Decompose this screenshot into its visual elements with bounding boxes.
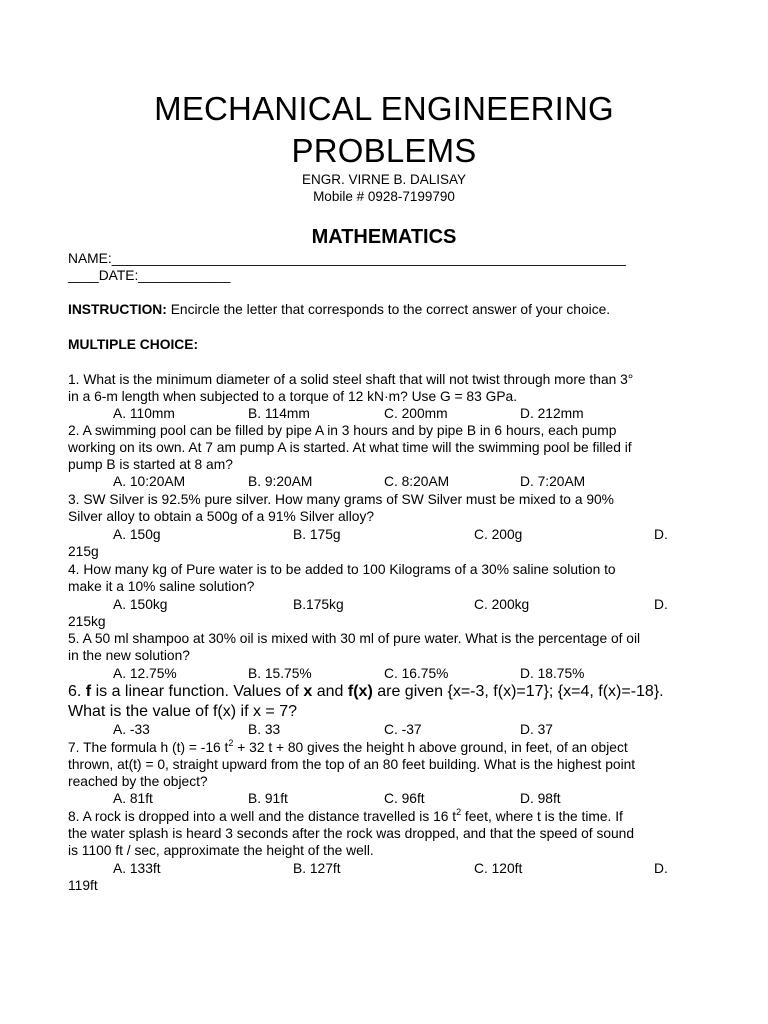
question-4-line2: make it a 10% saline solution? bbox=[68, 579, 255, 594]
name-field-line: NAME:___________________________________________________________________ bbox=[68, 251, 626, 266]
question-2-line2: working on its own. At 7 am pump A is started. At what time will the swimming pool be filled if bbox=[68, 440, 632, 455]
q4-choice-c: C. 200kg bbox=[474, 597, 530, 612]
q5-choice-b: B. 15.75% bbox=[248, 666, 312, 681]
q6-f: f bbox=[85, 683, 92, 700]
question-2-line1: 2. A swimming pool can be filled by pipe A in 3 hours and by pipe B in 6 hours, each pump bbox=[68, 423, 617, 438]
q3-choice-c: C. 200g bbox=[474, 527, 523, 542]
question-7-line1 bbox=[68, 739, 708, 756]
q8-text-b: feet, where t is the time. If bbox=[461, 809, 623, 824]
q8-choice-d: D. bbox=[654, 861, 668, 876]
q8-text-a: 8. A rock is dropped into a well and the distance travelled is 16 t bbox=[68, 809, 457, 824]
q7-text-a: 7. The formula h (t) = -16 t bbox=[68, 740, 229, 755]
q7-choice-d: D. 98ft bbox=[520, 791, 561, 806]
q7-choice-a: A. 81ft bbox=[113, 791, 153, 806]
question-8-line3: is 1100 ft / sec, approximate the height of the well. bbox=[68, 843, 374, 858]
q6-choice-c: C. -37 bbox=[384, 722, 422, 737]
instruction-text: Encircle the letter that corresponds to the correct answer of your choice. bbox=[166, 302, 611, 317]
question-2-line3: pump B is started at 8 am? bbox=[68, 457, 233, 472]
q5-choice-d: D. 18.75% bbox=[520, 666, 585, 681]
question-3-line2: Silver alloy to obtain a 500g of a 91% Silver alloy? bbox=[68, 509, 375, 524]
q2-choice-d: D. 7:20AM bbox=[520, 474, 586, 489]
question-7-line3: reached by the object? bbox=[68, 774, 208, 789]
q6-choice-a: A. -33 bbox=[113, 722, 150, 737]
q3-choice-b: B. 175g bbox=[293, 527, 341, 542]
q6-choice-d: D. 37 bbox=[520, 722, 553, 737]
q8-choice-b: B. 127ft bbox=[293, 861, 341, 876]
q6-number: 6. bbox=[68, 683, 86, 700]
subject-heading: MATHEMATICS bbox=[311, 226, 457, 248]
q5-choice-a: A. 12.75% bbox=[113, 666, 177, 681]
q3-choice-d: D. bbox=[654, 527, 668, 542]
question-3-line1: 3. SW Silver is 92.5% pure silver. How many grams of SW Silver must be mixed to a 90% bbox=[68, 492, 614, 507]
question-6-line1 bbox=[68, 682, 708, 702]
instruction-label: INSTRUCTION: bbox=[68, 302, 167, 317]
q1-choice-c: C. 200mm bbox=[384, 406, 448, 421]
q6-and: and bbox=[312, 683, 348, 700]
q6-x: x bbox=[303, 683, 313, 700]
q1-choice-a: A. 110mm bbox=[113, 406, 175, 421]
q3-choice-a: A. 150g bbox=[113, 527, 161, 542]
q2-choice-c: C. 8:20AM bbox=[384, 474, 450, 489]
q7-choice-c: C. 96ft bbox=[384, 791, 425, 806]
question-8-line2: the water splash is heard 3 seconds after the rock was dropped, and that the speed of sound bbox=[68, 826, 635, 841]
q8-choice-c: C. 120ft bbox=[474, 861, 523, 876]
q4-choice-d-wrap: 215kg bbox=[68, 614, 106, 629]
author-mobile: Mobile # 0928-7199790 bbox=[313, 189, 455, 204]
q3-choice-d-wrap: 215g bbox=[68, 544, 99, 559]
question-1-line2: in a 6-m length when subjected to a torque of 12 kN·m? Use G = 83 GPa. bbox=[68, 389, 518, 404]
q8-choice-d-wrap: 119ft bbox=[68, 878, 98, 893]
q6-text1: is a linear function. Values of bbox=[91, 683, 304, 700]
q7-text-b: + 32 t + 80 gives the height h above ground, in feet, of an object bbox=[233, 740, 628, 755]
question-1-line1: 1. What is the minimum diameter of a solid steel shaft that will not twist through more than 3° bbox=[68, 372, 634, 387]
q2-choice-b: B. 9:20AM bbox=[248, 474, 313, 489]
q6-choice-b: B. 33 bbox=[248, 722, 281, 737]
question-7-line2: thrown, at(t) = 0, straight upward from the top of an 80 feet building. What is the highest point bbox=[68, 757, 636, 772]
question-6-line2: What is the value of f(x) if x = 7? bbox=[68, 703, 297, 720]
q8-choice-a: A. 133ft bbox=[113, 861, 161, 876]
q1-choice-b: B. 114mm bbox=[248, 406, 310, 421]
q6-text2: are given {x=-3, f(x)=17}; {x=4, f(x)=-18}. bbox=[372, 683, 664, 700]
author-name: ENGR. VIRNE B. DALISAY bbox=[301, 172, 467, 187]
q4-choice-a: A. 150kg bbox=[113, 597, 168, 612]
question-8-line1 bbox=[68, 808, 708, 825]
q7-choice-b: B. 91ft bbox=[248, 791, 288, 806]
q7-exponent: 2 bbox=[228, 738, 234, 748]
q6-fx: f(x) bbox=[347, 683, 373, 700]
date-field-line: ____DATE:____________ bbox=[68, 268, 231, 283]
instruction-line bbox=[68, 301, 708, 318]
page-title-line2: PROBLEMS bbox=[291, 132, 477, 169]
question-5-line2: in the new solution? bbox=[68, 648, 190, 663]
q4-choice-d: D. bbox=[654, 597, 668, 612]
section-heading: MULTIPLE CHOICE: bbox=[68, 337, 199, 352]
q2-choice-a: A. 10:20AM bbox=[113, 474, 186, 489]
q5-choice-c: C. 16.75% bbox=[384, 666, 449, 681]
q8-exponent: 2 bbox=[456, 807, 462, 817]
question-4-line1: 4. How many kg of Pure water is to be added to 100 Kilograms of a 30% saline solution to bbox=[68, 562, 616, 577]
page-title-line1: MECHANICAL ENGINEERING bbox=[154, 90, 614, 127]
q1-choice-d: D. 212mm bbox=[520, 406, 584, 421]
question-5-line1: 5. A 50 ml shampoo at 30% oil is mixed with 30 ml of pure water. What is the percentage of oil bbox=[68, 631, 641, 646]
q4-choice-b: B.175kg bbox=[293, 597, 344, 612]
